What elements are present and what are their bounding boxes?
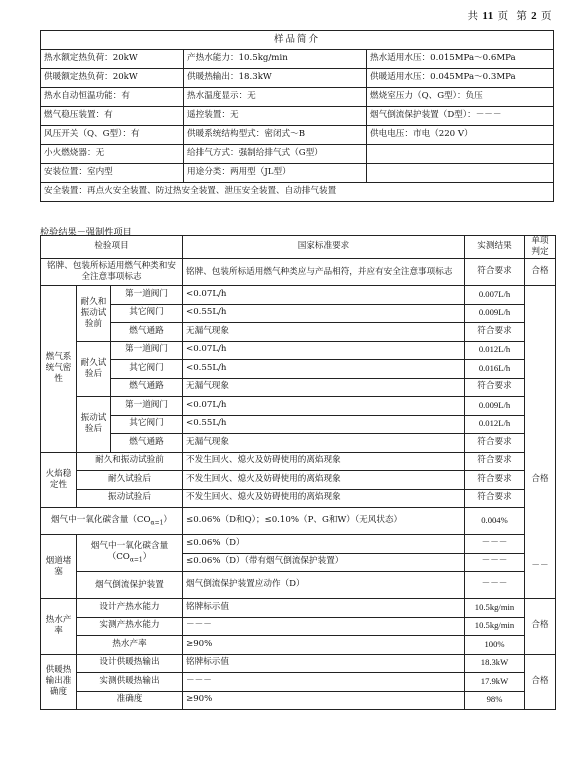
flue-block-label: 烟道堵塞 [41,535,77,599]
table-row [41,617,556,636]
hot-water-measured: 10.5kg/min [465,599,525,618]
heating-standard: －－－ [183,673,465,692]
page-header [468,8,552,23]
heating-standard: ≥90% [183,691,465,710]
summary-row [41,69,554,88]
nameplate-standard: 铭牌、包装所标适用燃气种类应与产品相符，并应有安全注意事项标志 [183,259,465,286]
gas-measured: 0.007L/h [465,286,525,305]
safety-devices: 安全装置：再点火安全装置、防过热安全装置、泄压安全装置、自动排气装置 [41,183,554,202]
gas-sub-item: 燃气通路 [111,323,183,342]
sample-summary-title: 样品简介 [41,31,554,50]
summary-row [41,88,554,107]
gas-group-label: 耐久和振动试验前 [77,286,111,342]
table-row [41,489,556,508]
flue-standard: 烟气倒流保护装置应动作（D） [183,572,465,599]
heating-measured: 17.9kW [465,673,525,692]
summary-row [41,126,554,145]
gas-sub-item: 第一道阀门 [111,341,183,360]
table-row [41,654,556,673]
gas-measured: 符合要求 [465,378,525,397]
flame-label: 火焰稳定性 [41,452,77,508]
flue-measured: －－－ [465,535,525,554]
summary-cell: 热水自动恒温功能：有 [41,88,184,107]
page-number-prefix: 第 [516,10,528,22]
table-row [41,397,556,416]
table-row [41,415,556,434]
gas-standard: <0.07L/h [183,286,465,305]
gas-standard: <0.07L/h [183,341,465,360]
header-measured: 实测结果 [465,236,525,259]
table-row [41,535,556,554]
heating-standard: 铭牌标示值 [183,654,465,673]
hot-water-standard: －－－ [183,617,465,636]
hot-water-sub-item: 设计产热水能力 [77,599,183,618]
gas-standard: <0.55L/h [183,415,465,434]
summary-cell: 给排气方式：强制给排气式（G型） [184,145,367,164]
flame-verdict: 合格 [531,474,549,485]
table-row [41,323,556,342]
gas-standard: <0.55L/h [183,360,465,379]
table-row [41,471,556,490]
table-row [41,636,556,655]
hot-water-sub-item: 实测产热水能力 [77,617,183,636]
flame-measured: 符合要求 [465,452,525,471]
gas-sub-item: 燃气通路 [111,378,183,397]
hot-water-measured: 10.5kg/min [465,617,525,636]
heating-verdict: 合格 [525,654,556,710]
co-measured: 0.004% [465,508,525,535]
gas-sub-item: 其它阀门 [111,415,183,434]
flame-measured: 符合要求 [465,471,525,490]
gas-measured: 0.009L/h [465,397,525,416]
heating-label: 供暖热输出准确度 [41,654,77,710]
summary-cell: 供暖热输出：18.3kW [184,69,367,88]
table-row [41,508,556,535]
flame-sub-item: 振动试验后 [77,489,183,508]
hot-water-standard: ≥90% [183,636,465,655]
summary-cell: 小火燃烧器：无 [41,145,184,164]
gas-standard: 无漏气现象 [183,378,465,397]
gas-group-label: 振动试验后 [77,397,111,453]
summary-cell: 热水温度显示：无 [184,88,367,107]
table-row [41,572,556,599]
gas-measured: 0.016L/h [465,360,525,379]
flue-measured: －－－ [465,553,525,572]
flue-sub-item: 烟气中一氧化碳含量$(CO_{\alpha=1})$ [77,535,183,572]
hot-water-sub-item: 热水产率 [77,636,183,655]
hot-water-measured: 100% [465,636,525,655]
header-item: 检验项目 [41,236,183,259]
summary-row [41,145,554,164]
heating-sub-item: 实测供暖热输出 [77,673,183,692]
table-row [41,691,556,710]
flame-standard: 不发生回火、熄火及妨碍使用的离焰现象 [183,452,465,471]
flue-standard: ≤0.06%（D） [183,535,465,554]
total-pages-suffix: 页 [497,10,509,22]
results-table [40,235,556,710]
gas-standard: 无漏气现象 [183,323,465,342]
gas-group-label: 耐久试验后 [77,341,111,397]
total-pages: 11 [482,10,494,22]
summary-row [41,107,554,126]
header-verdict: 单项判定 [525,236,556,259]
summary-cell: 供暖系统结构型式：密闭式～B [184,126,367,145]
gas-measured: 0.009L/h [465,304,525,323]
flame-standard: 不发生回火、熄火及妨碍使用的离焰现象 [183,489,465,508]
results-header-row [41,236,556,259]
summary-cell: 热水适用水压：0.015MPa～0.6MPa [367,50,554,69]
flame-sub-item: 耐久试验后 [77,471,183,490]
table-row [41,673,556,692]
results-section-title: 检验结果－强制性项目 [40,227,132,238]
nameplate-item: 铭牌、包装所标适用燃气种类和安全注意事项标志 [41,259,183,286]
flue-standard: ≤0.06%（D）（带有烟气倒流保护装置） [183,553,465,572]
summary-row [41,164,554,183]
summary-cell: 热水额定热负荷：20kW [41,50,184,69]
heating-measured: 98% [465,691,525,710]
nameplate-measured: 符合要求 [465,259,525,286]
table-row [41,304,556,323]
summary-cell: 风压开关（Q、G型）：有 [41,126,184,145]
summary-cell [367,164,554,183]
summary-cell: 供电电压：市电（220 V） [367,126,554,145]
flue-measured: －－－ [465,572,525,599]
summary-cell: 遥控装置：无 [184,107,367,126]
header-standard: 国家标准要求 [183,236,465,259]
gas-tightness-label: 燃气系统气密性 [41,286,77,453]
summary-cell: 烟气倒流保护装置（D型）：－－－ [367,107,554,126]
table-row [41,360,556,379]
heating-sub-item: 设计供暖热输出 [77,654,183,673]
gas-sub-item: 燃气通路 [111,434,183,453]
heating-sub-item: 准确度 [77,691,183,710]
summary-cell [367,145,554,164]
gas-measured: 0.012L/h [465,341,525,360]
table-row [41,599,556,618]
table-row [41,378,556,397]
summary-cell: 用途分类：两用型（JL型） [184,164,367,183]
co-item: 烟气中一氧化碳含量$(CO_{\alpha=1})$ [41,508,183,535]
flue-sub-item: 烟气倒流保护装置 [77,572,183,599]
co-standard: ≤0.06%（D和Q）；≤0.10%（P、G和W）（无风状态） [183,508,465,535]
summary-row [41,50,554,69]
gas-measured: 符合要求 [465,323,525,342]
flame-measured: 符合要求 [465,489,525,508]
table-row [41,259,556,286]
heating-measured: 18.3kW [465,654,525,673]
total-pages-prefix: 共 [467,10,479,22]
gas-standard: <0.55L/h [183,304,465,323]
gas-sub-item: 第一道阀门 [111,286,183,305]
nameplate-verdict: 合格 [525,259,556,286]
gas-sub-item: 其它阀门 [111,304,183,323]
verdict-blank [525,286,556,599]
gas-measured: 0.012L/h [465,415,525,434]
hot-water-label: 热水产率 [41,599,77,655]
table-row [41,286,556,305]
table-row [41,452,556,471]
gas-standard: 无漏气现象 [183,434,465,453]
hot-water-verdict: 合格 [525,599,556,655]
hot-water-standard: 铭牌标示值 [183,599,465,618]
gas-standard: <0.07L/h [183,397,465,416]
summary-cell: 燃烧室压力（Q、G型）：负压 [367,88,554,107]
table-row [41,341,556,360]
summary-cell: 供暖额定热负荷：20kW [41,69,184,88]
page-number-suffix: 页 [541,10,552,22]
summary-cell: 燃气稳压装置：有 [41,107,184,126]
gas-sub-item: 第一道阀门 [111,397,183,416]
page-number: 2 [531,10,538,22]
table-row [41,434,556,453]
summary-cell: 供暖适用水压：0.045MPa～0.3MPa [367,69,554,88]
flame-sub-item: 耐久和振动试验前 [77,452,183,471]
gas-measured: 符合要求 [465,434,525,453]
sample-summary-table [40,30,554,202]
summary-cell: 安装位置：室内型 [41,164,184,183]
flame-standard: 不发生回火、熄火及妨碍使用的离焰现象 [183,471,465,490]
summary-cell: 产热水能力：10.5kg/min [184,50,367,69]
flue-verdict: －－ [531,561,549,572]
gas-sub-item: 其它阀门 [111,360,183,379]
